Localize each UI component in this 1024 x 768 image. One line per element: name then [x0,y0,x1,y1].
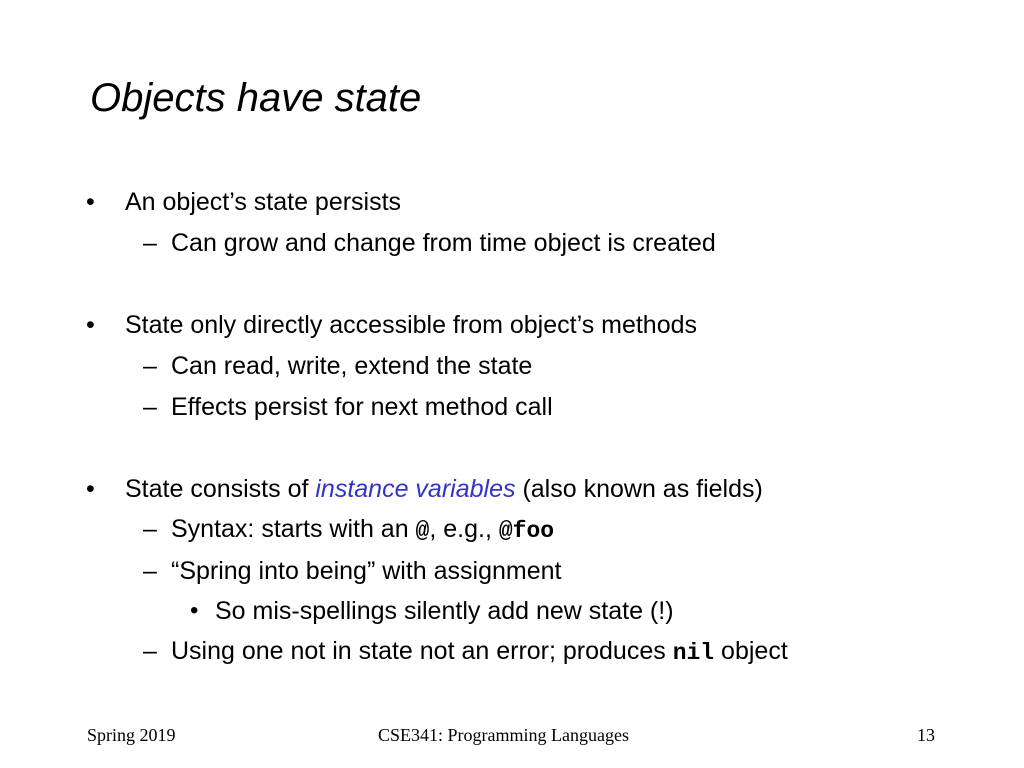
bullet-text-post: (also known as fields) [515,475,763,503]
sub-bullet-text [171,514,554,546]
bullet-text [125,474,763,504]
code-at-sign: @ [415,518,430,544]
syntax-pre: Syntax: starts with an [171,515,416,543]
dash-glyph: – [143,515,157,543]
sub-bullet-text [171,636,788,668]
nil-pre: Using one not in state not an error; produces [171,637,673,665]
bullet-glyph: • [86,475,95,503]
bullet-item [86,187,95,217]
bullet-text: State only directly accessible from object’s methods [125,311,698,339]
code-nil: nil [672,640,715,666]
bullet-glyph: • [86,311,95,339]
dash-glyph: – [143,229,157,257]
dash-glyph: – [143,557,157,585]
sub-bullet-text: Can read, write, extend the state [171,352,533,380]
sub-bullet-text: “Spring into being” with assignment [171,557,562,585]
sub-bullet-text: Effects persist for next method call [171,393,553,421]
nil-post: object [714,637,788,665]
instance-variables-highlight: instance variables [315,475,516,503]
bullet-glyph: • [86,188,95,216]
syntax-mid: , e.g., [429,515,499,543]
bullet-text-pre: State consists of [125,475,316,503]
code-foo: @foo [498,518,555,544]
footer-course: CSE341: Programming Languages [378,725,629,745]
dash-glyph: – [143,393,157,421]
dash-glyph: – [143,352,157,380]
sub-sub-bullet-text: So mis-spellings silently add new state (!) [215,597,674,625]
slide-title: Objects have state [90,76,422,120]
sub-bullet-text: Can grow and change from time object is created [171,229,716,257]
footer-page-number: 13 [917,725,935,745]
dash-glyph: – [143,637,157,665]
bullet-glyph: • [190,597,199,624]
bullet-text: An object’s state persists [125,188,402,216]
footer-term: Spring 2019 [87,725,176,745]
